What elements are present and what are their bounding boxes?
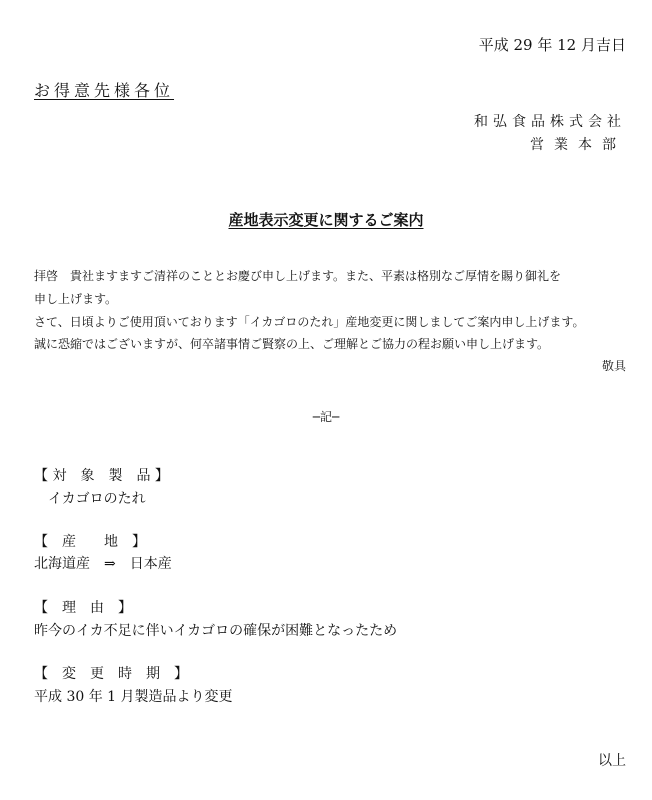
reason-value: 昨今のイカ不足に伴いイカゴロの確保が困難となったため — [34, 623, 398, 639]
origin-value: 北海道産 ⇒ 日本産 — [34, 556, 172, 572]
product-value: イカゴロのたれ — [48, 491, 146, 507]
document-title: 産地表示変更に関するご案内 — [228, 211, 424, 229]
body-line-3: さて、日頃よりご使用頂いております「イカゴロのたれ」産地変更に関しましてご案内申し上げます。 — [34, 315, 585, 329]
product-heading: 【 対 象 製 品 】 — [34, 468, 169, 484]
body-line-1: 拝啓 貴社ますますご清祥のこととお慶び申し上げます。また、平素は格別なご厚情を賜り御礼を — [34, 269, 562, 283]
sender-department: 営業本部 — [530, 137, 626, 153]
timing-heading: 【 変 更 時 期 】 — [34, 666, 188, 682]
document-date: 平成 29 年 12 月吉日 — [478, 36, 626, 54]
closing-keigu: 敬具 — [601, 359, 626, 373]
ki-separator: ─記─ — [312, 410, 340, 424]
end-ijou: 以上 — [598, 753, 626, 769]
timing-value: 平成 30 年 1 月製造品より変更 — [34, 689, 233, 705]
body-line-2: 申し上げます。 — [34, 292, 118, 306]
reason-heading: 【 理 由 】 — [34, 600, 132, 616]
sender-company: 和弘食品株式会社 — [474, 114, 626, 130]
recipient: お得意先様各位 — [34, 81, 175, 100]
origin-heading: 【 産 地 】 — [34, 534, 146, 550]
body-line-4: 誠に恐縮ではございますが、何卒諸事情ご賢察の上、ご理解とご協力の程お願い申し上げます。 — [34, 337, 550, 351]
